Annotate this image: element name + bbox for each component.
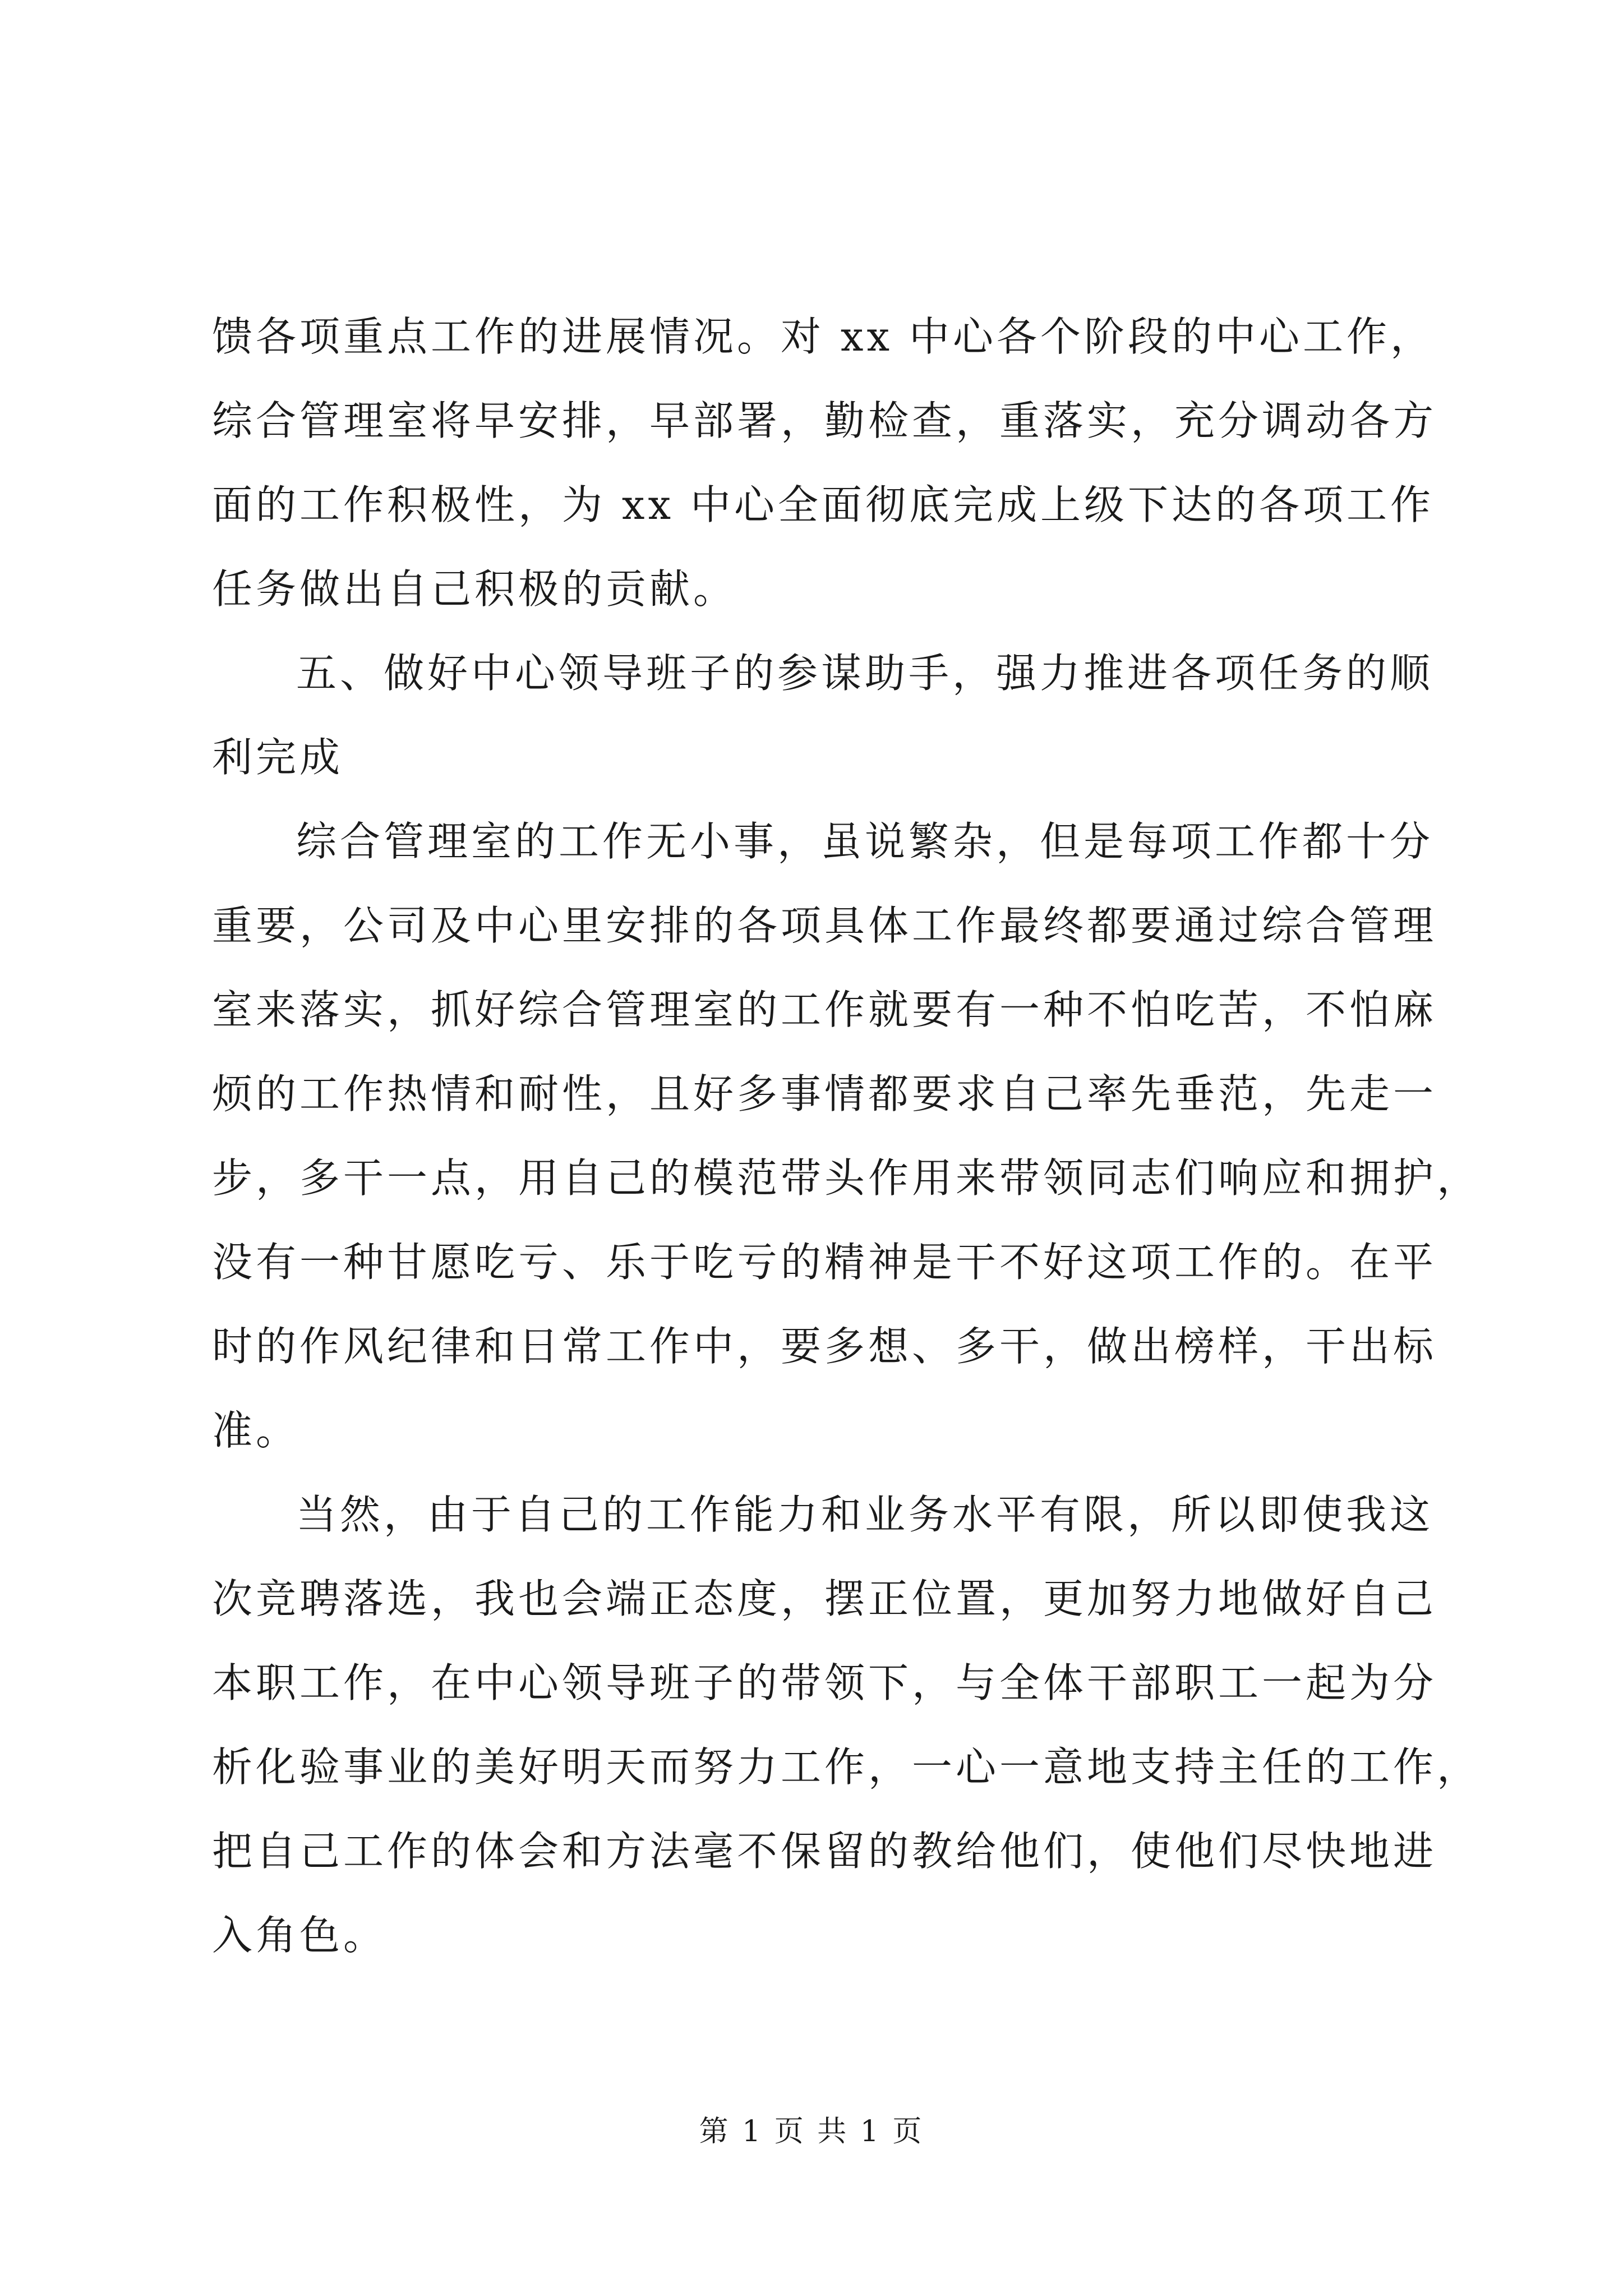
text-line: 任务做出自己积极的贡献。 [212, 565, 737, 613]
text-line: 步，多干一点，用自己的模范带头作用来带领同志们响应和拥护， [212, 1154, 1481, 1202]
text-line: 综合管理室将早安排，早部署，勤检查，重落实，充分调动各方 [212, 397, 1437, 444]
section-heading-continued: 利完成 [212, 734, 344, 781]
page-footer: 第 1 页 共 1 页 [699, 2115, 924, 2148]
text-line: 时的作风纪律和日常工作中，要多想、多干，做出榜样，干出标 [212, 1323, 1437, 1370]
text-line: 析化验事业的美好明天而努力工作，一心一意地支持主任的工作， [212, 1743, 1481, 1791]
text-line: 馈各项重点工作的进展情况。对 xx 中心各个阶段的中心工作， [212, 313, 1434, 360]
text-line: 烦的工作热情和耐性，且好多事情都要求自己率先垂范，先走一 [212, 1070, 1437, 1117]
text-line: 重要，公司及中心里安排的各项具体工作最终都要通过综合管理 [212, 902, 1437, 949]
text-line: 综合管理室的工作无小事，虽说繁杂，但是每项工作都十分 [296, 818, 1434, 865]
text-line: 室来落实，抓好综合管理室的工作就要有一种不怕吃苦，不怕麻 [212, 986, 1437, 1033]
text-line: 准。 [212, 1407, 300, 1454]
text-line: 面的工作积极性，为 xx 中心全面彻底完成上级下达的各项工作 [212, 481, 1434, 528]
section-heading: 五、做好中心领导班子的参谋助手，强力推进各项任务的顺 [296, 650, 1434, 697]
text-line: 入角色。 [212, 1912, 388, 1959]
text-line: 把自己工作的体会和方法毫不保留的教给他们，使他们尽快地进 [212, 1828, 1437, 1875]
text-line: 当然，由于自己的工作能力和业务水平有限，所以即使我这 [296, 1491, 1434, 1538]
text-line: 次竞聘落选，我也会端正态度，摆正位置，更加努力地做好自己 [212, 1575, 1437, 1622]
text-line: 没有一种甘愿吃亏、乐于吃亏的精神是干不好这项工作的。在平 [212, 1239, 1437, 1286]
text-line: 本职工作，在中心领导班子的带领下，与全体干部职工一起为分 [212, 1659, 1437, 1706]
